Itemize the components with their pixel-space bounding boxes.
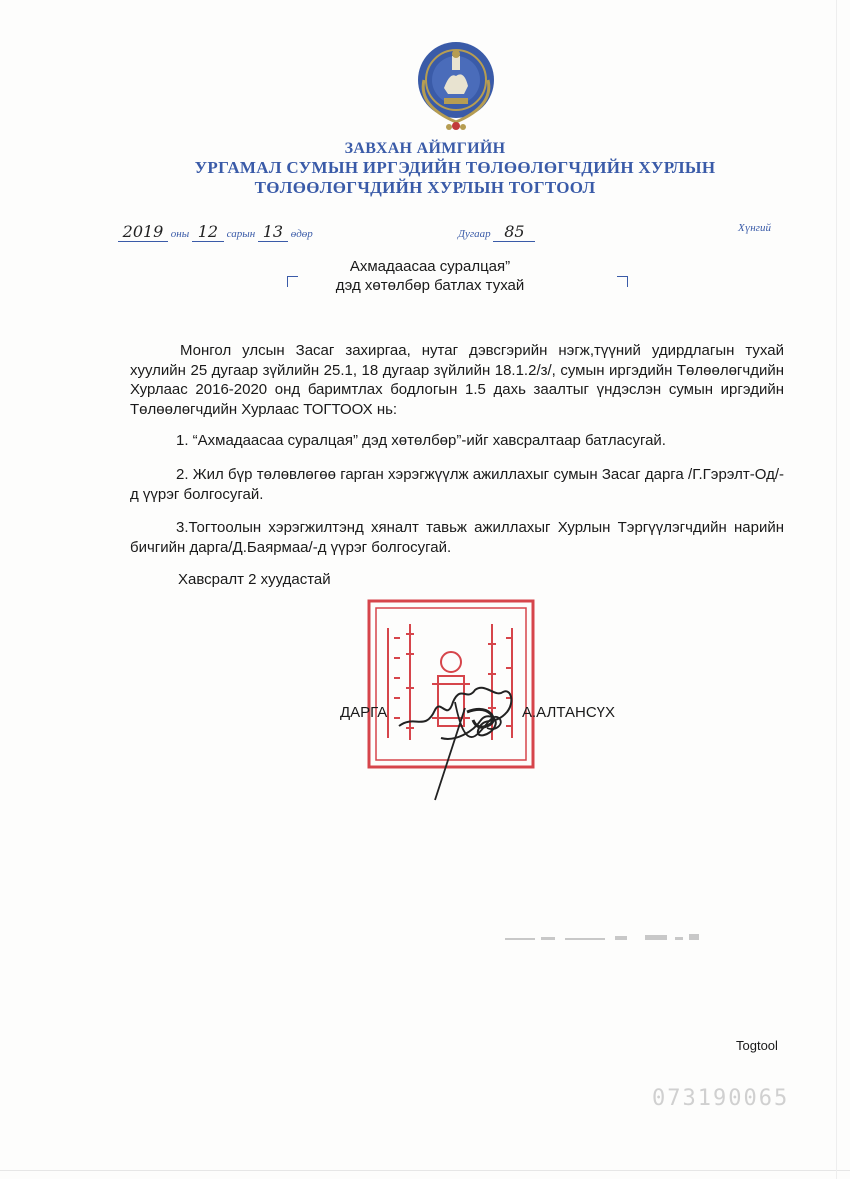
signature-role: ДАРГА bbox=[340, 704, 388, 721]
date-month-label: сарын bbox=[226, 228, 256, 240]
number-field bbox=[458, 222, 535, 242]
date-year-label: оны bbox=[170, 228, 190, 240]
handwritten-signature-icon bbox=[395, 662, 525, 802]
header-aimag: ЗАВХАН АЙМГИЙН bbox=[344, 140, 506, 157]
number-label: Дугаар bbox=[458, 228, 491, 240]
clause-1: 1. “Ахмадаасаа суралцая” дэд хөтөлбөр”-ийг хавсралтаар батласугай. bbox=[176, 432, 666, 449]
date-field bbox=[118, 222, 313, 242]
clause-3: 3.Тогтоолын хэрэгжилтэнд хяналт тавьж ажиллахыг Хурлын Тэргүүлэгчдийн нарийн бичгийн дарга/Д.Баярмаа/-д үүрэг болгосугай. bbox=[130, 519, 784, 556]
date-day: 13 bbox=[258, 222, 288, 242]
date-month: 12 bbox=[192, 222, 224, 242]
state-emblem-icon bbox=[414, 36, 498, 132]
place-label: Хүнгий bbox=[738, 222, 771, 234]
page-edge-right bbox=[836, 0, 837, 1179]
signature-name: А.АЛТАНСҮХ bbox=[522, 704, 616, 721]
document-title bbox=[5, 257, 850, 295]
date-year: 2019 bbox=[118, 222, 168, 242]
date-day-label: өдөр bbox=[290, 228, 313, 240]
number-value: 85 bbox=[493, 222, 535, 242]
preamble-paragraph: Монгол улсын Засаг захиргаа, нутаг дэвсгэрийн нэгж,түүний удирдлагын тухай хуулийн 25 дугаар зүйлийн 25.1, 18 дугаар зүйлийн 18.1.2/з/, сумын иргэдийн Төлөөлөгчдийн Хурлаас 2016-2020 онд баримтлах бодлогын 1.5 дахь заалтыг үндэслэн сумын иргэдийн Төлөөлөгчдийн Хурлаас ТОГТООХ нь: bbox=[130, 342, 784, 418]
serial-number: 073190065 bbox=[652, 1086, 790, 1111]
footer-label: Togtool bbox=[736, 1038, 778, 1053]
page-edge-bottom bbox=[0, 1170, 850, 1171]
header-council: УРГАМАЛ СУМЫН ИРГЭДИЙН ТӨЛӨӨЛӨГЧДИЙН ХУРЛЫН bbox=[194, 158, 716, 177]
header-resolution: ТӨЛӨӨЛӨГЧДИЙН ХУРЛЫН ТОГТООЛ bbox=[254, 178, 596, 197]
clause-2: 2. Жил бүр төлөвлөгөө гарган хэрэгжүүлж ажиллахыг сумын Засаг дарга /Г.Гэрэлт-Од/-д үүрэг болгосугай. bbox=[130, 466, 784, 503]
attachment-note: Хавсралт 2 хуудастай bbox=[178, 571, 331, 588]
title-line1: Ахмадаасаа суралцая” bbox=[349, 258, 511, 275]
title-line2: дэд хөтөлбөр батлах тухай bbox=[335, 277, 525, 294]
scan-noise bbox=[505, 932, 705, 946]
